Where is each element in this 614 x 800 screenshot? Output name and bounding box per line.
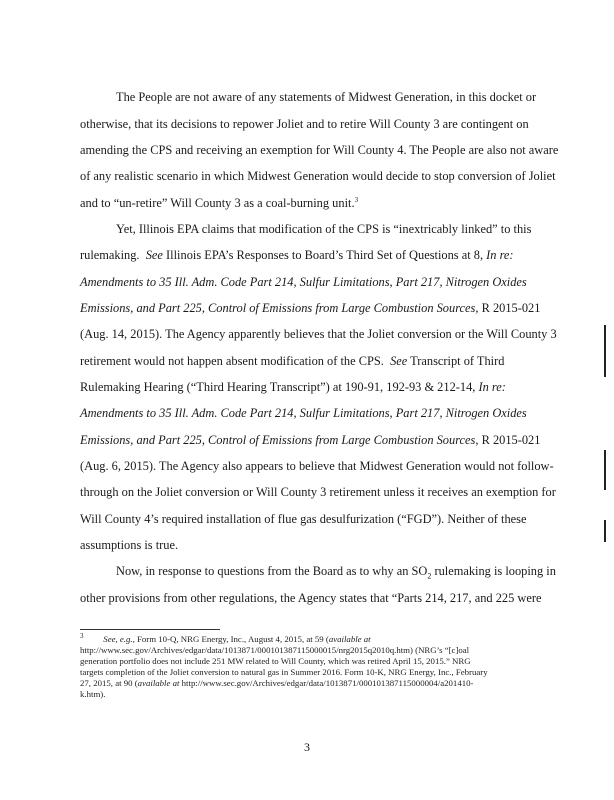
footnote-line: k.htm). xyxy=(80,689,106,699)
body-line: Amendments to 35 Ill. Adm. Code Part 214, Sulfur Limitations, Part 217, Nitrogen Oxides xyxy=(80,275,527,289)
body-line: (Aug. 6, 2015). The Agency also appears to believe that Midwest Generation would not follow- xyxy=(80,459,554,473)
body-line: Amendments to 35 Ill. Adm. Code Part 214, Sulfur Limitations, Part 217, Nitrogen Oxides xyxy=(80,406,527,420)
footnote-ref: 3 xyxy=(354,195,359,204)
footnote-line: 27, 2015, at 90 (available at http://www.sec.gov/Archives/edgar/data/1013871/000101387115000004/a201410- xyxy=(80,678,474,688)
body-line: other provisions from other regulations, the Agency states that “Parts 214, 217, and 225 were xyxy=(80,591,542,605)
scan-margin-mark xyxy=(604,325,606,377)
body-line: otherwise, that its decisions to repower Joliet and to retire Will County 3 are contingent on xyxy=(80,117,529,131)
body-line: retirement would not happen absent modification of the CPS. See Transcript of Third xyxy=(80,354,505,368)
scan-margin-mark xyxy=(604,450,606,490)
body-line: Now, in response to questions from the Board as to why an $SO_2$ rulemaking is looping in xyxy=(116,564,556,581)
body-line: Emissions, and Part 225, Control of Emissions from Large Combustion Sources, R 2015-021 xyxy=(80,433,541,447)
body-line: assumptions is true. xyxy=(80,538,179,552)
body-line: rulemaking. See Illinois EPA’s Responses to Board’s Third Set of Questions at 8, In re: xyxy=(80,248,514,262)
body-line: (Aug. 14, 2015). The Agency apparently believes that the Joliet conversion or the Will County 3 xyxy=(80,327,557,341)
body-line: The People are not aware of any statements of Midwest Generation, in this docket or xyxy=(116,90,537,104)
body-line: amending the CPS and receiving an exemption for Will County 4. The People are also not aware xyxy=(80,143,559,157)
body-line: Emissions, and Part 225, Control of Emissions from Large Combustion Sources, R 2015-021 xyxy=(80,301,541,315)
footnote-line: targets completion of the Joliet conversion to natural gas in Summer 2016. Form 10-K, NRG Energy, Inc., February xyxy=(80,667,488,677)
footnote-line: http://www.sec.gov/Archives/edgar/data/1013871/000101387115000015/nrg2015q2010q.htm) (NRG’s “[c]oal xyxy=(80,645,470,655)
body-line: and to “un-retire” Will County 3 as a coal-burning unit.$^3$ xyxy=(80,195,359,210)
scan-margin-mark xyxy=(604,520,606,542)
footnote-line: generation portfolio does not include 251 MW related to Will County, which was retired April 15, 2015.” NRG xyxy=(80,656,471,666)
footnote-divider xyxy=(80,629,220,630)
body-line: Yet, Illinois EPA claims that modification of the CPS is “inextricably linked” to this xyxy=(116,222,532,236)
body-line: of any realistic scenario in which Midwest Generation would decide to stop conversion of Joliet xyxy=(80,169,556,183)
page-number: 3 xyxy=(304,740,310,754)
body-line: through on the Joliet conversion or Will County 3 retirement unless it receives an exemption for xyxy=(80,485,556,499)
body-line: Will County 4’s required installation of flue gas desulfurization (“FGD”). Neither of these xyxy=(80,512,527,526)
footnote-line: $^3$ See, e.g., Form 10-Q, NRG Energy, Inc., August 4, 2015, at 59 (available at xyxy=(80,632,371,644)
body-line: Rulemaking Hearing (“Third Hearing Transcript”) at 190-91, 192-93 & 212-14, In re: xyxy=(80,380,506,394)
